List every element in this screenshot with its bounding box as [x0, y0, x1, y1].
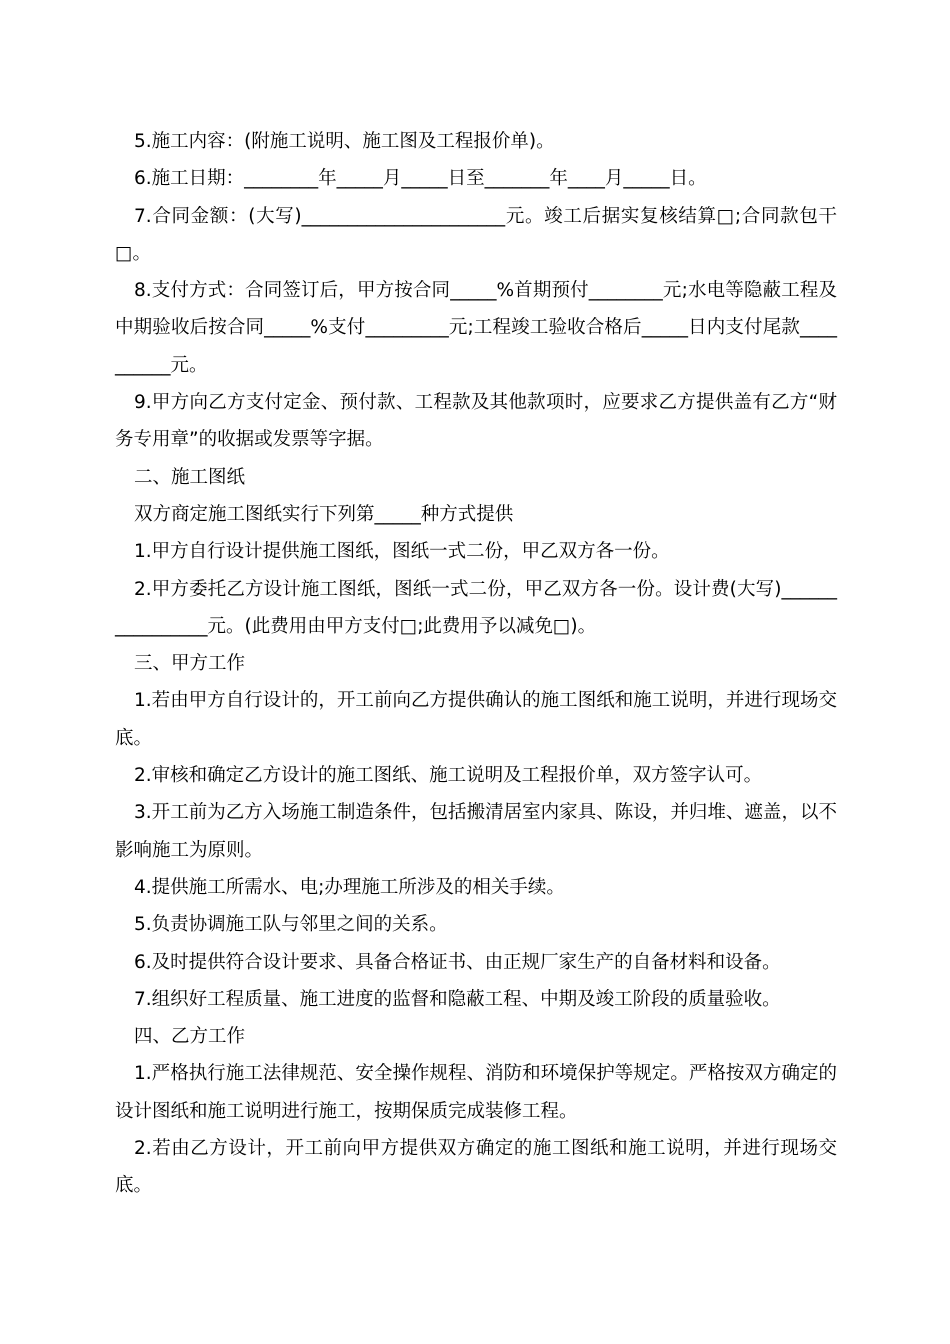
party-a-item-5: 5.负责协调施工队与邻里之间的关系。 [134, 914, 448, 936]
drawings-option-2: 2.甲方委托乙方设计施工图纸，图纸一式二份，甲乙双方各一份。设计费(大写)________________元。(此费用由甲方支付□;此费用予以减免□)。 [115, 578, 837, 637]
party-a-item-7: 7.组织好工程质量、施工进度的监督和隐蔽工程、中期及竣工阶段的质量验收。 [134, 988, 781, 1010]
party-b-item-2: 2.若由乙方设计，开工前向甲方提供双方确定的施工图纸和施工说明，并进行现场交底。 [115, 1138, 837, 1197]
clause-payment-receipts: 9.甲方向乙方支付定金、预付款、工程款及其他款项时，应要求乙方提供盖有乙方“财务专用章”的收据或发票等字据。 [115, 392, 837, 451]
clause-construction-content: 5.施工内容：(附施工说明、施工图及工程报价单)。 [134, 131, 555, 152]
drawings-intro: 双方商定施工图纸实行下列第_____种方式提供 [134, 503, 514, 525]
party-a-item-4: 4.提供施工所需水、电;办理施工所涉及的相关手续。 [134, 876, 565, 898]
section-heading-party-a: 三、甲方工作 [134, 653, 246, 675]
drawings-option-1: 1.甲方自行设计提供施工图纸，图纸一式二份，甲乙双方各一份。 [134, 541, 670, 563]
party-a-item-1: 1.若由甲方自行设计的，开工前向乙方提供确认的施工图纸和施工说明，并进行现场交底。 [115, 690, 837, 749]
section-heading-party-b: 四、乙方工作 [134, 1026, 246, 1048]
clause-payment-method: 8.支付方式：合同签订后，甲方按合同_____%首期预付________元;水电等隐蔽工程及中期验收后按合同_____%支付_________元;工程竣工验收合格后_____日内支付尾款__________元。 [115, 280, 837, 376]
party-a-item-3: 3.开工前为乙方入场施工制造条件，包括搬清居室内家具、陈设，并归堆、遮盖，以不影响施工为原则。 [115, 802, 837, 861]
document-body [115, 123, 837, 1205]
section-heading-drawings: 二、施工图纸 [134, 466, 246, 488]
party-b-item-1: 1.严格执行施工法律规范、安全操作规程、消防和环境保护等规定。严格按双方确定的设计图纸和施工说明进行施工，按期保质完成装修工程。 [115, 1063, 837, 1122]
clause-construction-dates: 6.施工日期：________年_____月_____日至_______年____月_____日。 [134, 168, 707, 190]
clause-contract-amount: 7.合同金额：(大写)______________________元。竣工后据实复核结算□;合同款包干□。 [115, 205, 837, 264]
party-a-item-2: 2.审核和确定乙方设计的施工图纸、施工说明及工程报价单，双方签字认可。 [134, 765, 763, 787]
party-a-item-6: 6.及时提供符合设计要求、具备合格证书、由正规厂家生产的自备材料和设备。 [134, 951, 781, 973]
